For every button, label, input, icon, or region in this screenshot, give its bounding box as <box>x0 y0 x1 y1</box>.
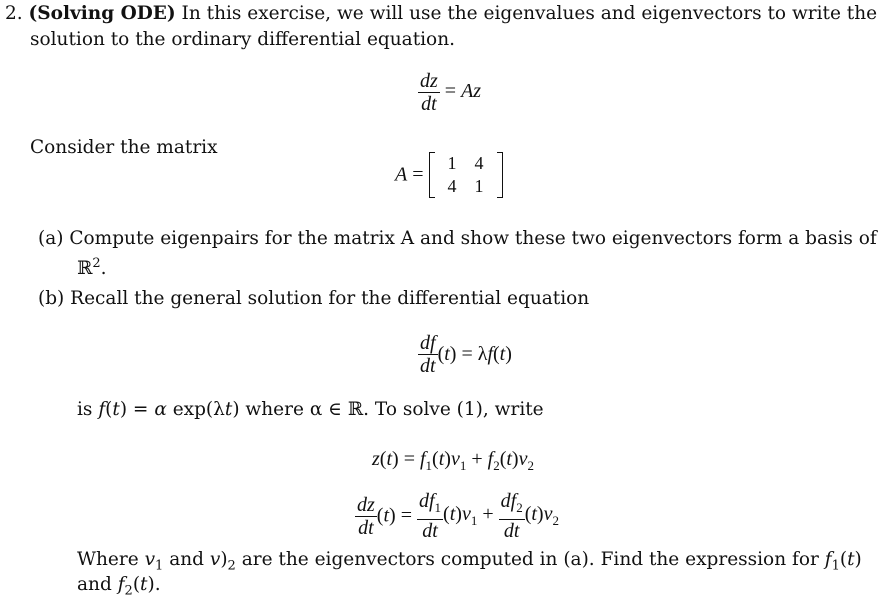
part-a-line2: ℝ$^2$. <box>77 256 107 280</box>
problem-intro-line2: solution to the ordinary differential equation. <box>30 29 455 50</box>
final-instruction-line2: and $f_2(t)$. <box>77 574 161 599</box>
part-a-label: (a) <box>38 228 64 249</box>
part-a-line1 <box>38 227 877 251</box>
problem-title: (Solving ODE) <box>28 3 176 24</box>
matrix-cell: 4 <box>447 176 457 196</box>
matrix-cell: 4 <box>474 153 484 173</box>
part-a-text: Compute eigenpairs for the matrix A and show these two eigenvectors form a basis of <box>69 228 877 249</box>
problem-intro-line1 <box>5 2 877 26</box>
z-derivative-equation: $\frac{dz}{dt}$ (t) = $\frac{df_1}{dt}$ $(t)v_1$ + $\frac{df_2}{dt}$ $(t)v_2$ <box>357 490 559 542</box>
matrix-a <box>429 152 503 198</box>
general-solution-line: is f(t) = α exp(λt) where α ∈ ℝ. To solve (1), write <box>77 399 544 420</box>
problem-intro-text: In this exercise, we will use the eigenvalues and eigenvectors to write the <box>181 3 878 24</box>
matrix-cell: 1 <box>474 176 484 196</box>
consider-matrix-text: Consider the matrix <box>30 137 218 158</box>
z-decomposition-equation: $z(t) = f_1(t)v_1 + f_2(t)v_2$ <box>372 448 534 473</box>
part-b-text: Recall the general solution for the differential equation <box>70 288 590 309</box>
general-ode-equation: $\frac{df}{dt}$ (t) = λf(t) <box>420 332 512 377</box>
final-instruction-line1: Where $v_1$ and $v)_2$ are the eigenvectors computed in (a). Find the expression for $f_1(t)$ <box>77 549 862 574</box>
part-b-label: (b) <box>38 288 65 309</box>
problem-number: 2. <box>5 3 23 24</box>
part-b-line1 <box>38 287 589 311</box>
dz-dt-fraction: $\frac{dz}{dt}$ <box>420 70 438 115</box>
ode-equation: $\frac{dz}{dt}$ = Az <box>420 70 482 115</box>
matrix-equation: A = 1 4 4 1 <box>395 152 503 198</box>
matrix-cell: 1 <box>447 153 457 173</box>
